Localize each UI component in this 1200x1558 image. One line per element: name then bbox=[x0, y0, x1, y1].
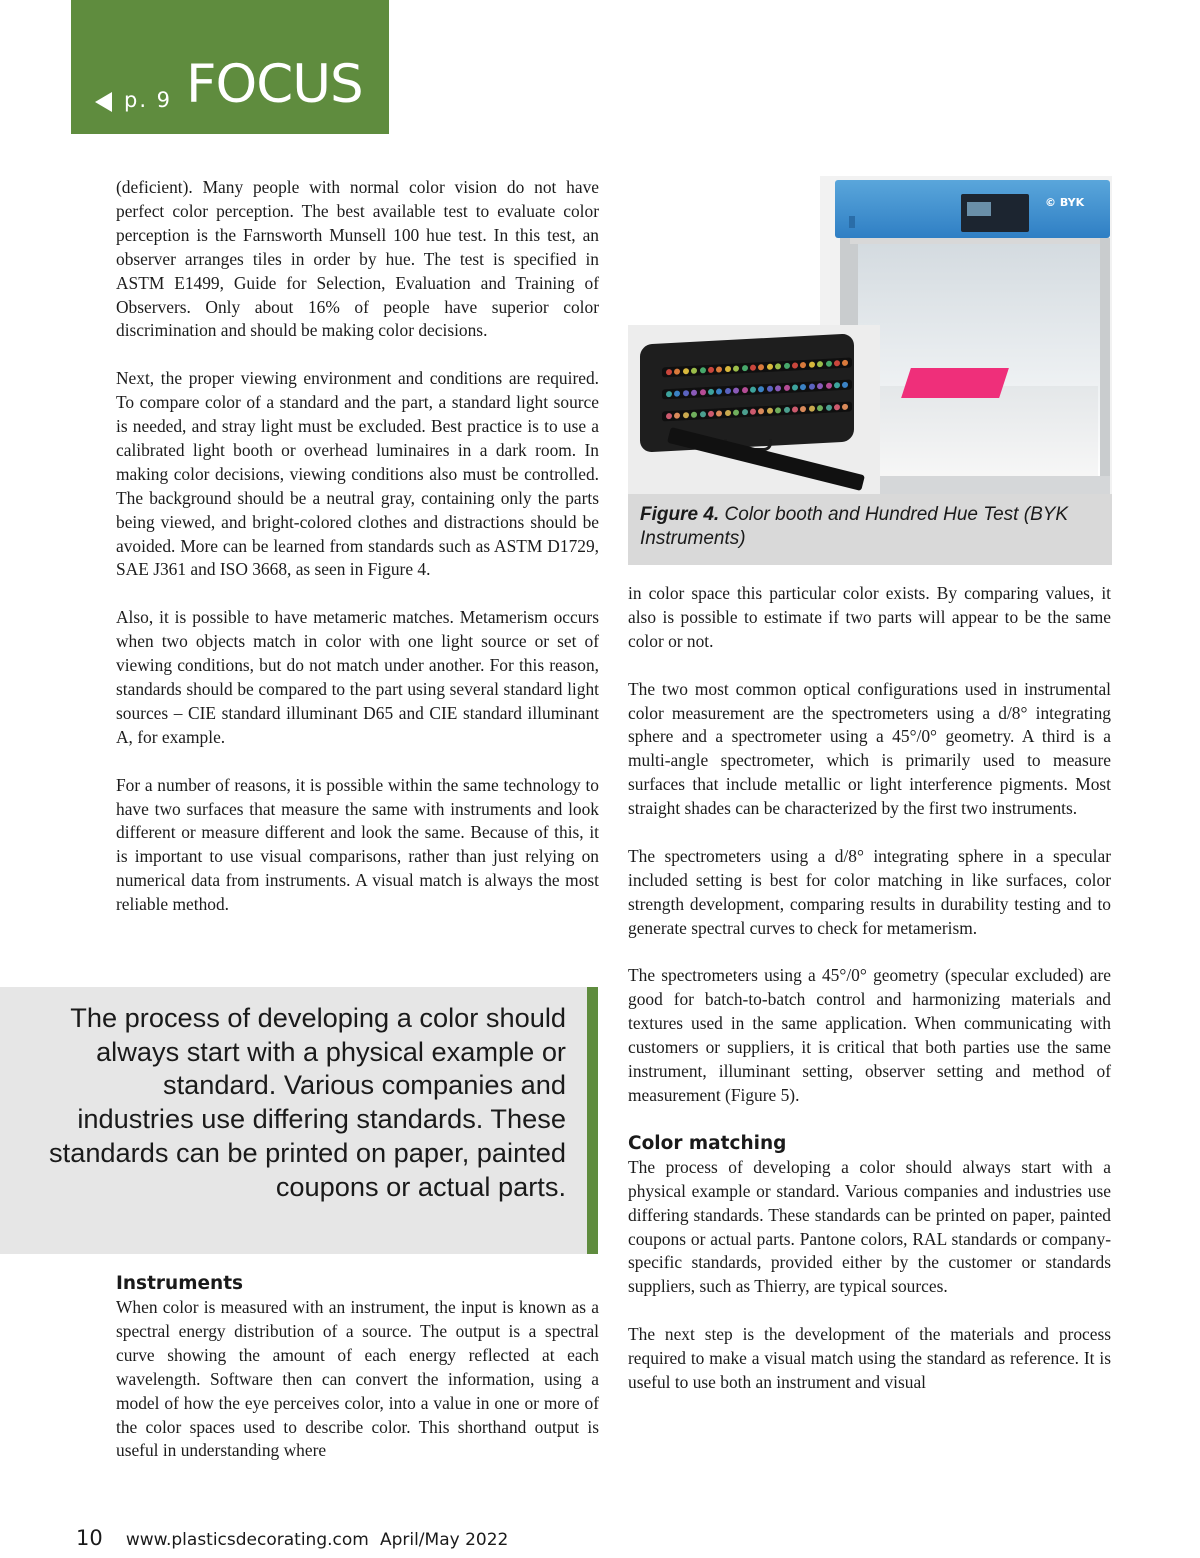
pink-sample-swatch bbox=[901, 368, 1009, 398]
instruments-section bbox=[116, 1272, 599, 1463]
body-paragraph: (deficient). Many people with normal color vision do not have perfect color perception. The best available test to evaluate color perception is the Farnsworth Munsell 100 hue test. In this test, an observer arranges tiles in order by hue. The test is specified in ASTM E1499, Guide for Selection, Evaluation and Training of Observers. Only about 16% of people have superior color discrimination and should be making color decisions. bbox=[116, 177, 599, 341]
figure-caption-text: Color booth and Hundred Hue Test (BYK Instruments) bbox=[640, 504, 1069, 549]
issue-date: April/May 2022 bbox=[379, 1530, 509, 1550]
body-paragraph: The process of developing a color should always start with a physical example or standard. Various companies and industries use differing standards. These standards can be printed on paper, painted coupons or actual parts. Pantone colors, RAL standards or company-specific standards, provided either by the customer or standards suppliers, such as Thierry, are typical sources. bbox=[628, 1156, 1111, 1297]
body-paragraph: Next, the proper viewing environment and conditions are required. To compare color of a standard and the part, a standard light source is needed, and stray light must be excluded. Best practice is to use a calibrated light booth or overhead luminaires in a dark room. In making color decisions, viewing conditions also must be controlled. The background should be a neutral gray, containing only the parts being viewed, and bright-colored clothes and distractions should be avoided. More can be learned from standards such as ASTM D1729, SAE J361 and ISO 3668, as seen in Figure 4. bbox=[116, 368, 599, 580]
section-title: FOCUS bbox=[186, 54, 363, 115]
body-paragraph: When color is measured with an instrument, the input is known as a spectral energy distribution of a source. The output is a spectral curve showing the amount of each energy reflected at each wavelength. Software then can convert the information, using a model of how the eye perceives color, into a value in one or more of the color spaces used to describe color. This shorthand output is useful in understanding where bbox=[116, 1297, 599, 1461]
left-column-body bbox=[116, 176, 599, 917]
body-paragraph: The spectrometers using a d/8° integrating sphere in a specular included setting is best for color matching in like surfaces, color strength development, comparing results in durability testing and to generate spectral curves to check for metamerism. bbox=[628, 845, 1111, 938]
body-paragraph: Also, it is possible to have metameric matches. Metamerism occurs when two objects match in color with one light source or set of viewing conditions, but do not match under another. For this reason, standards should be compared to the part using several standard light sources – CIE standard illuminant D65 and CIE standard illuminant A, for example. bbox=[116, 607, 599, 747]
website-link[interactable]: www.plasticsdecorating.com bbox=[125, 1530, 369, 1550]
body-paragraph: The two most common optical configurations used in instrumental color measurement are the spectrometers using a d/8° integrating sphere and a spectrometer using a 45°/0° geometry. A third is a multi-angle spectrometer, which is primarily used to measure surfaces that include metallic or light interference pigments. Most straight shades can be characterized by the first two instruments. bbox=[628, 678, 1111, 819]
previous-page-arrow-icon[interactable] bbox=[95, 92, 112, 112]
body-paragraph: The spectrometers using a 45°/0° geometry (specular excluded) are good for batch-to-batch control and harmonizing materials and textures used in the same application. When communicating with customers or suppliers, it is critical that both parties use the same instrument, illuminant setting, observer setting and method of measurement (Figure 5). bbox=[628, 965, 1111, 1105]
byk-logo: © BYK bbox=[1045, 196, 1085, 209]
color-matching-heading: Color matching bbox=[628, 1132, 787, 1154]
booth-control-panel bbox=[835, 180, 1110, 238]
page-number: 10 bbox=[76, 1526, 103, 1550]
body-paragraph: The next step is the development of the materials and process required to make a visual match using the standard as reference. It is useful to use both an instrument and visual bbox=[628, 1324, 1111, 1392]
hue-test-kit-image bbox=[628, 325, 880, 495]
pull-quote bbox=[0, 987, 598, 1254]
figure-caption bbox=[628, 494, 1112, 565]
pull-quote-text: The process of developing a color should always start with a physical example or standard. Various companies and industries use differing standards. These standards can be printed on paper, painted coupons or actual parts. bbox=[49, 1002, 566, 1202]
section-header-tab bbox=[71, 0, 389, 134]
body-paragraph: in color space this particular color exists. By comparing values, it also is possible to estimate if two parts will appear to be the same color or not. bbox=[628, 583, 1111, 651]
previous-page-link[interactable]: p. 9 bbox=[124, 88, 173, 112]
page-footer bbox=[76, 1526, 508, 1550]
body-paragraph: For a number of reasons, it is possible within the same technology to have two surfaces that measure the same with instruments and look different or measure different and look the same. Because of this, it is important to use visual comparisons, rather than just relying on numerical data from instruments. A visual match is always the most reliable method. bbox=[116, 774, 599, 915]
right-column-body bbox=[628, 582, 1111, 1395]
booth-display-screen bbox=[961, 194, 1029, 232]
figure-label: Figure 4. bbox=[640, 504, 720, 525]
instruments-heading: Instruments bbox=[116, 1273, 244, 1294]
